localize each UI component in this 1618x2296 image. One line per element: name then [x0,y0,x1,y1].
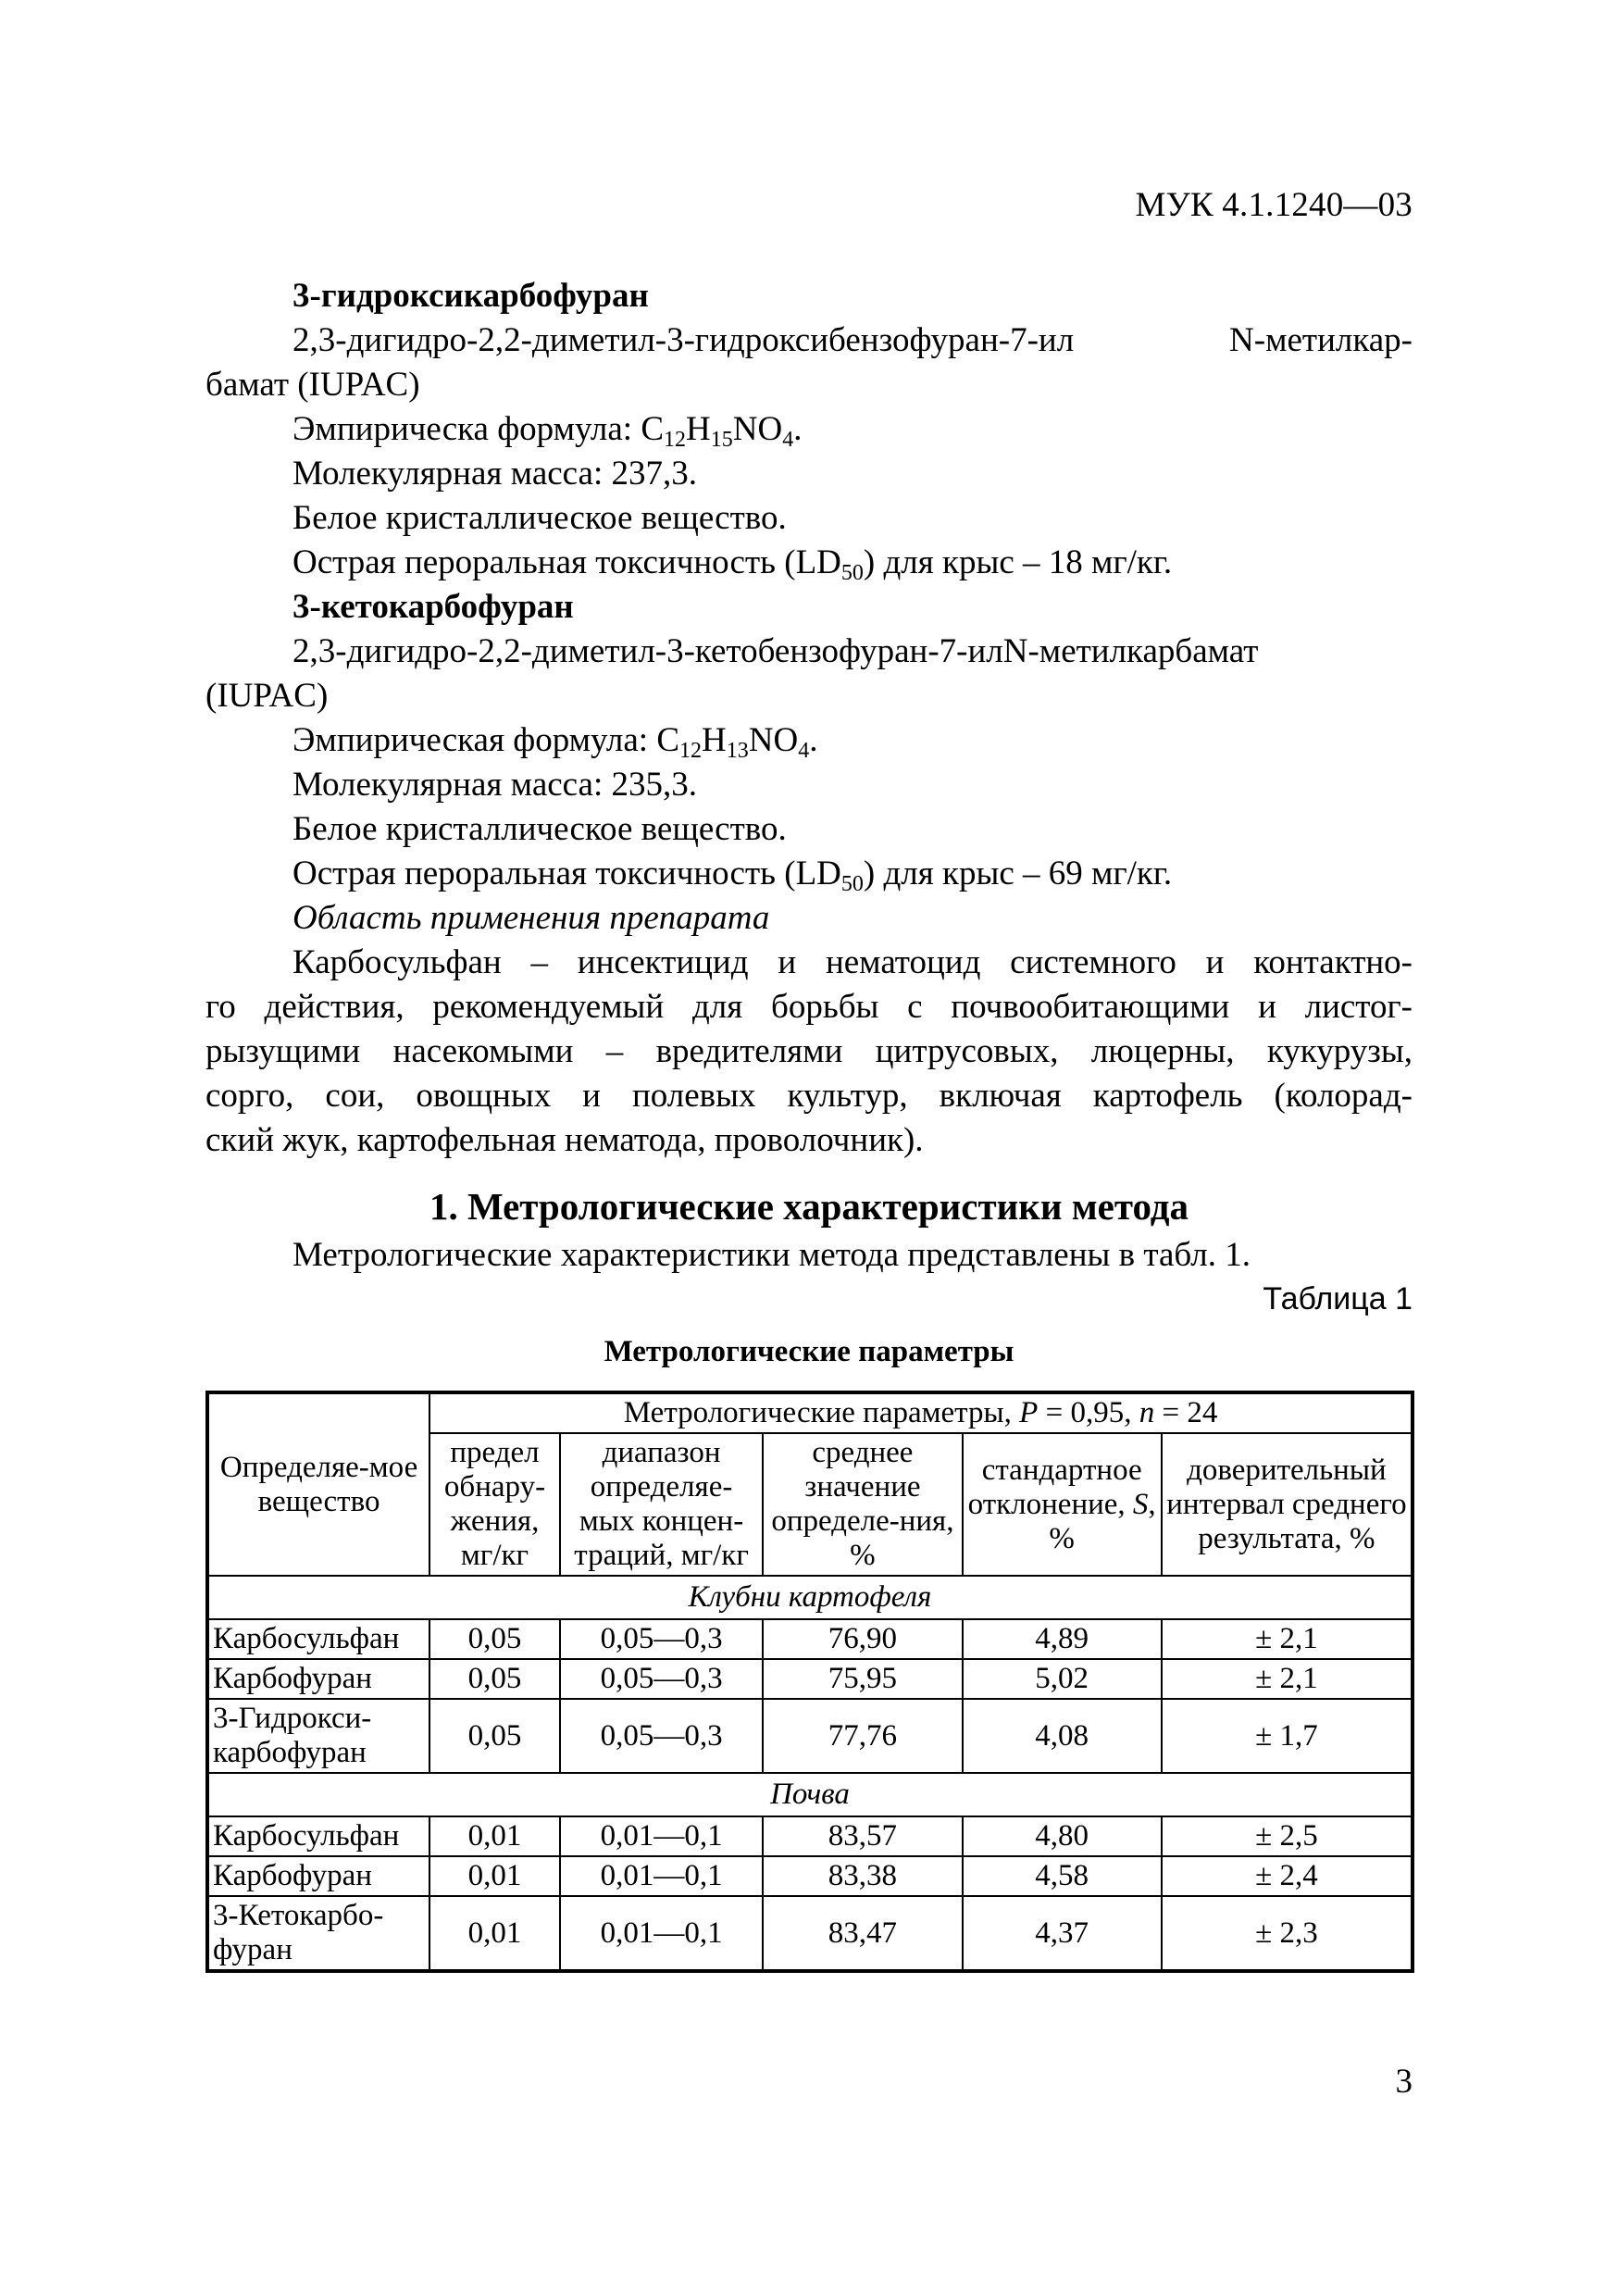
cell-mean: 83,38 [763,1856,962,1896]
table-title: Метрологические параметры [604,1335,1014,1368]
header-text: = 24 [1154,1396,1218,1429]
cell-mean: 75,95 [763,1659,962,1699]
section-intro: Метрологические характеристики метода представлены в табл. 1. [292,1236,1251,1274]
compound2-iupac-line2: (IUPAC) [205,677,329,715]
cell-ci: ± 2,1 [1162,1619,1413,1659]
table-section-row [207,1773,1413,1816]
cell-name: 3-Кетокарбо-фуран [207,1896,429,1971]
cell-range: 0,01—0,1 [560,1856,763,1896]
compound1-toxicity [205,541,1413,585]
table-header-row [207,1392,1413,1433]
table-label: Таблица 1 [1263,1281,1413,1316]
section-title-cell: Почва [207,1773,1413,1816]
header-substance: Определяе-мое вещество [207,1392,429,1576]
toxicity-subscript: 50 [840,561,864,585]
compound1-name: 3-гидроксикарбофуран [292,277,649,315]
cell-name: Карбофуран [207,1659,429,1699]
document-code: МУК 4.1.1240—03 [1135,186,1413,224]
table-row [207,1816,1413,1856]
scope-line: го действия, рекомендуемый для борьбы с почвообитающими и листог- [205,988,1413,1026]
section-title-cell: Клубни картофеля [207,1576,1413,1619]
formula-subscript: 4 [782,428,794,452]
scope-heading: Область применения препарата [292,899,770,937]
table-body [207,1576,1413,1971]
formula-subscript: 12 [679,739,703,763]
header-group [429,1392,1413,1433]
formula-part: H [702,721,727,759]
cell-ci: ± 2,4 [1162,1856,1413,1896]
compound2-name: 3-кетокарбофуран [292,588,574,626]
header-ci: доверительный интервал среднего результата, % [1162,1433,1413,1576]
toxicity-text: ) для крыс – 18 мг/кг. [863,543,1173,581]
table-row [207,1856,1413,1896]
toxicity-subscript: 50 [840,872,864,896]
formula-part: NO [732,410,783,448]
compound1-appearance: Белое кристаллическое вещество. [292,499,787,537]
table-row [207,1659,1413,1699]
formula-subscript: 12 [664,428,687,452]
compound1-formula [205,407,1413,452]
cell-name: Карбосульфан [207,1816,429,1856]
formula-part: C [656,721,680,759]
header-symbol: S [1132,1487,1149,1521]
header-range: диапазон определяе-мых концен-траций, мг/кг [560,1433,763,1576]
cell-limit: 0,01 [429,1856,560,1896]
cell-range: 0,05—0,3 [560,1699,763,1773]
cell-limit: 0,05 [429,1699,560,1773]
header-symbol: n [1139,1396,1155,1429]
cell-name: Карбофуран [207,1856,429,1896]
compound1-iupac-line2: бамат (IUPAC) [205,366,420,404]
cell-mean: 77,76 [763,1699,962,1773]
table-section-row [207,1576,1413,1619]
formula-subscript: 15 [710,428,733,452]
cell-range: 0,01—0,1 [560,1816,763,1856]
cell-limit: 0,01 [429,1896,560,1971]
scope-line: ский жук, картофельная нематода, проволочник). [205,1121,924,1159]
scope-line: сорго, сои, овощных и полевых культур, включая картофель (колорад- [205,1077,1413,1115]
cell-name: 3-Гидрокси-карбофуран [207,1699,429,1773]
header-limit: предел обнару-жения, мг/кг [429,1433,560,1576]
section-title: 1. Метрологические характеристики метода [429,1185,1189,1228]
compound1-iupac-line1: 2,3-дигидро-2,2-диметил-3-гидроксибензофуран-7-ил N-метилкар- [292,321,1413,359]
formula-subscript: 13 [726,739,749,763]
cell-range: 0,05—0,3 [560,1659,763,1699]
formula-label: Эмпирическа формула: [292,410,641,448]
compound2-toxicity [205,852,1413,896]
cell-name: Карбосульфан [207,1619,429,1659]
cell-mean: 83,57 [763,1816,962,1856]
table-row [207,1896,1413,1971]
compound1-mass: Молекулярная масса: 237,3. [292,455,698,493]
cell-ci: ± 2,3 [1162,1896,1413,1971]
compound2-formula [205,718,1413,763]
cell-ci: ± 2,1 [1162,1659,1413,1699]
cell-ci: ± 1,7 [1162,1699,1413,1773]
formula-part: C [641,410,665,448]
cell-sd: 4,58 [963,1856,1162,1896]
formula-subscript: 4 [798,739,810,763]
metrology-table [205,1391,1414,1973]
cell-mean: 83,47 [763,1896,962,1971]
table-row [207,1619,1413,1659]
cell-range: 0,05—0,3 [560,1619,763,1659]
scope-line: Карбосульфан – инсектицид и нематоцид системного и контактно- [292,943,1413,981]
cell-range: 0,01—0,1 [560,1896,763,1971]
scope-line: рызущими насекомыми – вредителями цитрусовых, люцерны, кукурузы, [205,1032,1413,1070]
formula-part: NO [748,721,799,759]
formula-part: . [793,410,803,448]
header-text: стандартное отклонение, [967,1453,1142,1521]
formula-part: H [686,410,711,448]
cell-limit: 0,05 [429,1619,560,1659]
page-number: 3 [1395,2063,1413,2101]
header-mean: среднее значение определе-ния, % [763,1433,962,1576]
header-sd [963,1433,1162,1576]
toxicity-text: Острая пероральная токсичность (LD [292,543,841,581]
cell-sd: 4,37 [963,1896,1162,1971]
formula-label: Эмпирическая формула: [292,721,657,759]
compound2-appearance: Белое кристаллическое вещество. [292,810,787,848]
cell-sd: 4,08 [963,1699,1162,1773]
cell-sd: 5,02 [963,1659,1162,1699]
cell-sd: 4,80 [963,1816,1162,1856]
table-row [207,1699,1413,1773]
header-text: , % [1049,1487,1156,1555]
page-content [205,274,1413,1973]
cell-ci: ± 2,5 [1162,1816,1413,1856]
cell-sd: 4,89 [963,1619,1162,1659]
cell-limit: 0,05 [429,1659,560,1699]
header-text: = 0,95, [1038,1396,1139,1429]
formula-part: . [809,721,818,759]
compound2-iupac-line1: 2,3-дигидро-2,2-диметил-3-кетобензофуран-7-илN-метилкарбамат [292,632,1259,670]
compound2-mass: Молекулярная масса: 235,3. [292,766,698,804]
cell-mean: 76,90 [763,1619,962,1659]
toxicity-text: Острая пероральная токсичность (LD [292,855,841,892]
toxicity-text: ) для крыс – 69 мг/кг. [863,855,1173,892]
header-symbol: P [1019,1396,1039,1429]
header-text: Метрологические параметры, [623,1396,1020,1429]
cell-limit: 0,01 [429,1816,560,1856]
